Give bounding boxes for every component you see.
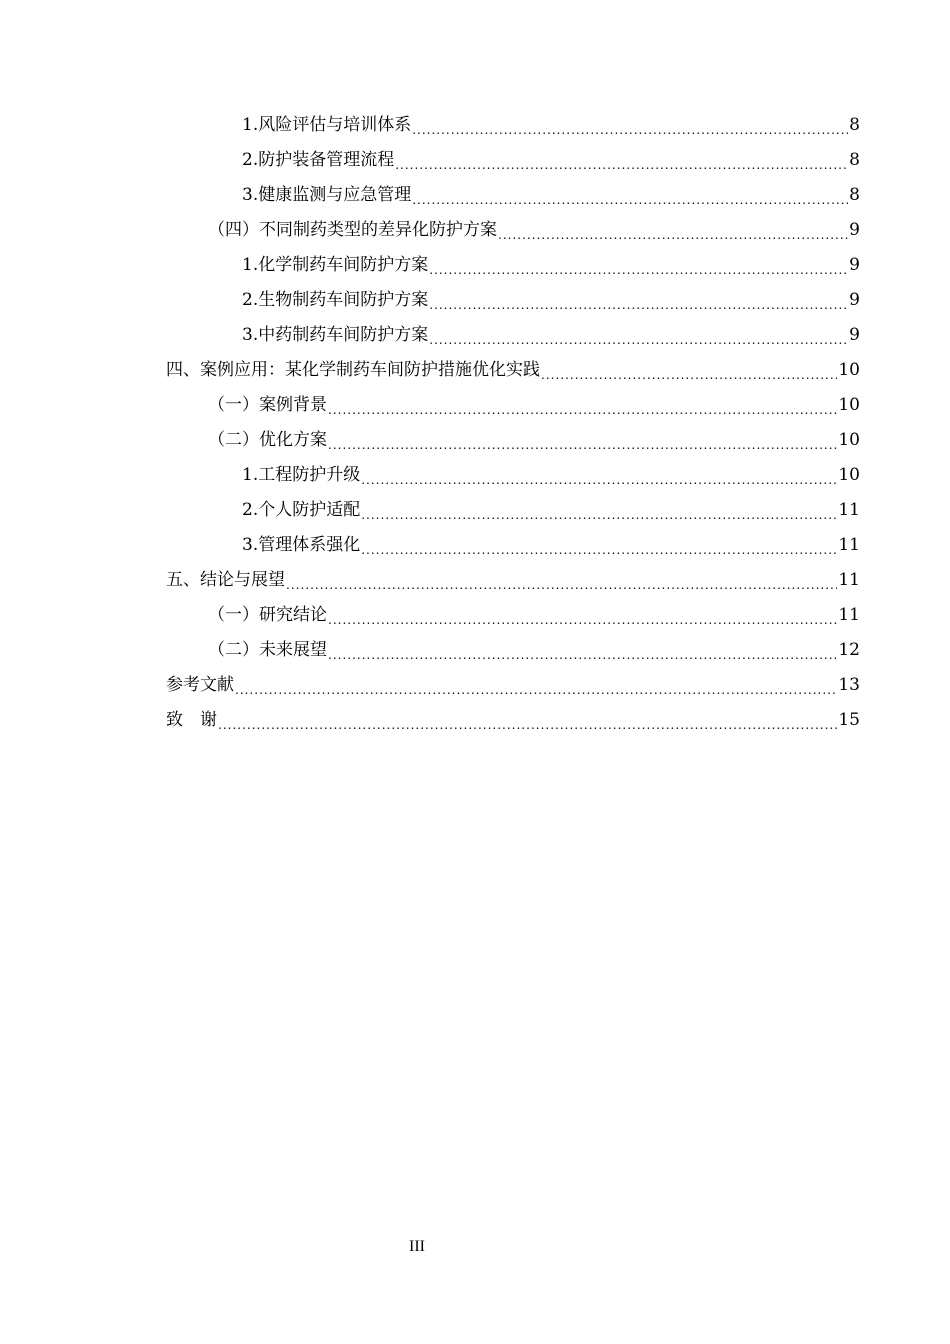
toc-entry-label: 四、案例应用：某化学制药车间防护措施优化实践 [166, 360, 540, 380]
toc-entry[interactable] [166, 143, 860, 178]
toc-entry[interactable] [166, 388, 860, 423]
toc-entry-label: 3.管理体系强化 [242, 535, 361, 555]
toc-entry[interactable] [166, 598, 860, 633]
toc-entry-page: 10 [838, 465, 860, 485]
toc-entry-label: 1.化学制药车间防护方案 [242, 255, 429, 275]
toc-leader-dots [286, 572, 837, 598]
toc-entry-page: 10 [838, 430, 860, 450]
toc-entry[interactable] [166, 703, 860, 738]
toc-leader-dots [328, 397, 837, 423]
toc-entry[interactable] [166, 353, 860, 388]
toc-entry-label: 3.中药制药车间防护方案 [242, 325, 429, 345]
toc-entry-page: 8 [849, 115, 860, 135]
toc-leader-dots [395, 152, 848, 178]
toc-entry-page: 12 [838, 640, 860, 660]
toc-entry-label: 参考文献 [166, 675, 234, 695]
toc-entry-page: 11 [838, 500, 860, 520]
toc-entry[interactable] [166, 283, 860, 318]
toc-entry[interactable] [166, 563, 860, 598]
toc-entry[interactable] [166, 423, 860, 458]
toc-entry[interactable] [166, 493, 860, 528]
toc-entry[interactable] [166, 633, 860, 668]
toc-entry-label: 五、结论与展望 [166, 570, 285, 590]
toc-leader-dots [412, 117, 848, 143]
toc-leader-dots [429, 292, 848, 318]
toc-entry[interactable] [166, 178, 860, 213]
toc-entry-page: 11 [838, 535, 860, 555]
toc-entry-page: 9 [849, 325, 860, 345]
toc-entry[interactable] [166, 213, 860, 248]
toc-leader-dots [429, 257, 848, 283]
toc-entry-page: 13 [838, 675, 860, 695]
toc-entry-page: 8 [849, 185, 860, 205]
toc-leader-dots [235, 677, 837, 703]
toc-leader-dots [541, 362, 837, 388]
toc-leader-dots [361, 537, 837, 563]
toc-leader-dots [328, 642, 837, 668]
toc-entry-label: 3.健康监测与应急管理 [242, 185, 412, 205]
toc-entry-page: 15 [838, 710, 860, 730]
toc-entry-page: 10 [838, 360, 860, 380]
toc-entry-label: 致 谢 [166, 710, 217, 730]
toc-entry[interactable] [166, 108, 860, 143]
toc-leader-dots [361, 467, 837, 493]
toc-entry[interactable] [166, 528, 860, 563]
toc-entry[interactable] [166, 458, 860, 493]
toc-entry-label: （一）案例背景 [208, 395, 327, 415]
toc-entry[interactable] [166, 248, 860, 283]
toc-entry-page: 11 [838, 605, 860, 625]
toc-leader-dots [429, 327, 848, 353]
toc-entry-label: （二）优化方案 [208, 430, 327, 450]
table-of-contents [166, 108, 860, 738]
toc-entry-page: 9 [849, 220, 860, 240]
page-number: III [409, 1238, 425, 1255]
toc-entry[interactable] [166, 668, 860, 703]
toc-entry-label: （四）不同制药类型的差异化防护方案 [208, 220, 497, 240]
toc-entry-page: 10 [838, 395, 860, 415]
toc-entry-label: （一）研究结论 [208, 605, 327, 625]
toc-entry-page: 8 [849, 150, 860, 170]
toc-entry[interactable] [166, 318, 860, 353]
toc-leader-dots [328, 607, 837, 633]
toc-leader-dots [328, 432, 837, 458]
toc-entry-label: 2.个人防护适配 [242, 500, 361, 520]
toc-leader-dots [218, 712, 837, 738]
toc-entry-page: 9 [849, 290, 860, 310]
toc-leader-dots [498, 222, 848, 248]
toc-entry-page: 9 [849, 255, 860, 275]
toc-entry-label: 1.风险评估与培训体系 [242, 115, 412, 135]
toc-leader-dots [361, 502, 837, 528]
toc-leader-dots [412, 187, 848, 213]
toc-entry-label: 2.生物制药车间防护方案 [242, 290, 429, 310]
toc-entry-page: 11 [838, 570, 860, 590]
toc-entry-label: 1.工程防护升级 [242, 465, 361, 485]
toc-entry-label: 2.防护装备管理流程 [242, 150, 395, 170]
toc-entry-label: （二）未来展望 [208, 640, 327, 660]
